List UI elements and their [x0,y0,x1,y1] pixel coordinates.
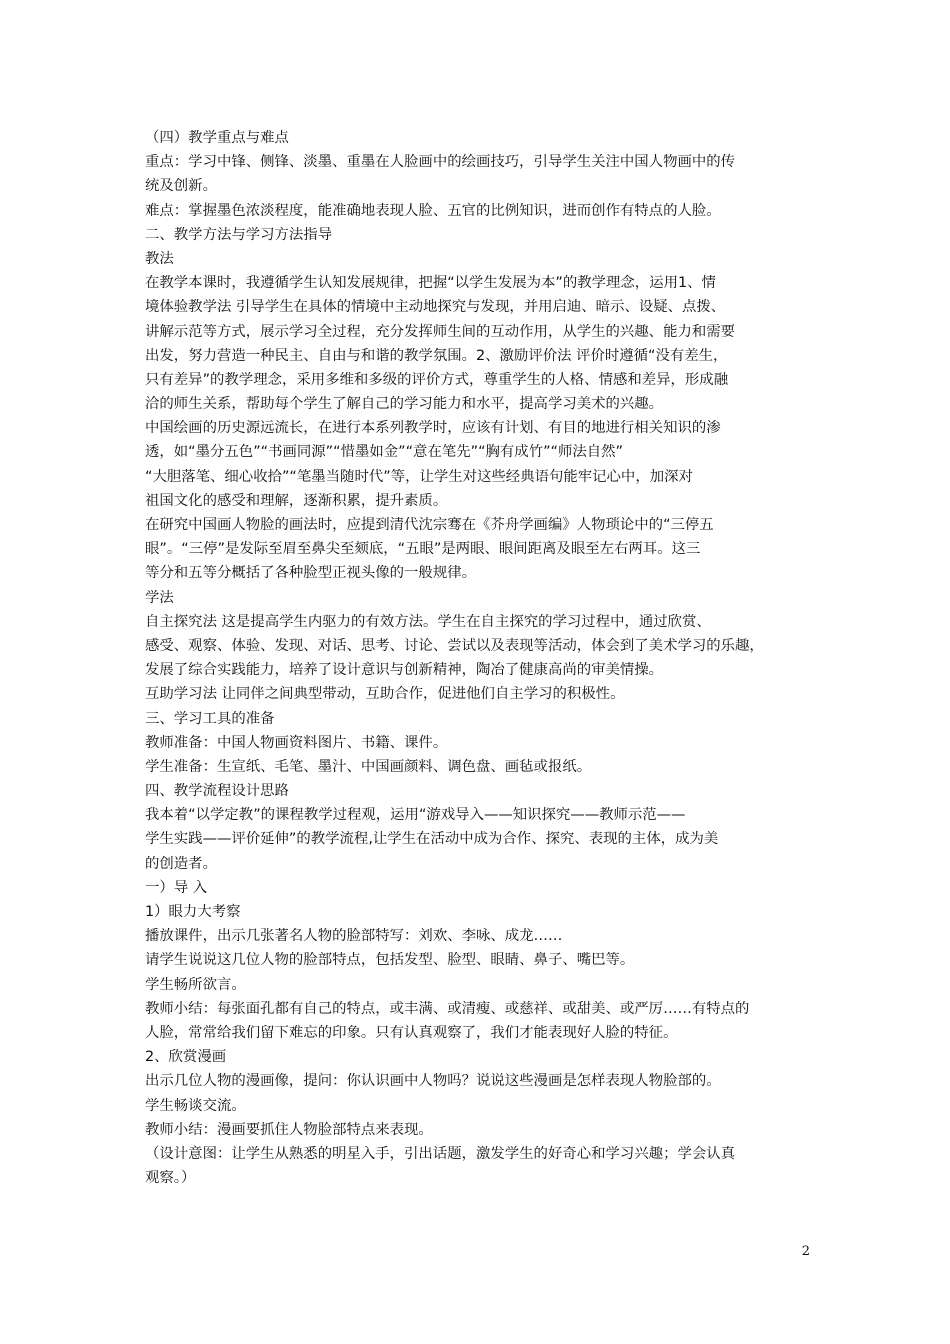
text-line: 2、欣赏漫画 [145,1049,227,1066]
text-line: 出发，努力营造一种民主、自由与和谐的教学氛围。2、激励评价法 评价时遵循“没有差生， [145,347,728,364]
text-line: 祖国文化的感受和理解，逐渐积累，提升素质。 [145,492,448,509]
text-line: 眼”。“三停”是发际至眉至鼻尖至颏底，“五眼”是两眼、眼间距离及眼至左右两耳。这三 [145,541,701,558]
text-line: 1）眼力大考察 [145,904,241,920]
text-line: 二、教学方法与学习方法指导 [145,226,333,243]
text-line: 出示几位人物的漫画像，提问：你认识画中人物吗？说说这些漫画是怎样表现人物脸部的。 [145,1073,721,1090]
text-line: 教师准备：中国人物画资料图片、书籍、课件。 [145,734,448,751]
text-line: 自主探究法 这是提高学生内驱力的有效方法。学生在自主探究的学习过程中，通过欣赏、 [145,613,711,630]
text-line: 发展了综合实践能力，培养了设计意识与创新精神，陶冶了健康高尚的审美情操。 [145,662,664,679]
text-line: 中国绘画的历史源远流长，在进行本系列教学时，应该有计划、有目的地进行相关知识的渗 [145,420,721,437]
text-line: 境体验教学法 引导学生在具体的情境中主动地探究与发现，并用启迪、暗示、设疑、点拨、 [145,299,726,316]
text-line: 教法 [145,250,174,267]
text-line: 只有差异”的教学理念，采用多维和多级的评价方式，尊重学生的人格、情感和差异，形成融 [145,371,729,388]
text-line: （四）教学重点与难点 [145,130,289,146]
text-line: 四、教学流程设计思路 [145,783,289,800]
text-line: 我本着“以学定教”的课程教学过程观，运用“游戏导入——知识探究——教师示范—— [145,807,686,824]
text-line: 教师小结：漫画要抓住人物脸部特点来表现。 [145,1121,433,1138]
text-line: 学生准备：生宣纸、毛笔、墨汁、中国画颜料、调色盘、画毡或报纸。 [145,758,592,775]
text-line: 学生畅所欲言。 [145,976,246,993]
text-line: 播放课件，出示几张著名人物的脸部特写：刘欢、李咏、成龙…… [145,928,563,945]
document-body [145,126,813,1190]
text-line: “大胆落笔、细心收拾”“笔墨当随时代”等，让学生对这些经典语句能牢记心中，加深对 [145,468,693,485]
text-line: 洽的师生关系，帮助每个学生了解自己的学习能力和水平，提高学习美术的兴趣。 [145,396,664,413]
text-line: 讲解示范等方式，展示学习全过程，充分发挥师生间的互动作用，从学生的兴趣、能力和需要 [145,323,736,340]
text-line: 请学生说说这几位人物的脸部特点，包括发型、脸型、眼睛、鼻子、嘴巴等。 [145,952,635,969]
text-line: 等分和五等分概括了各种脸型正视头像的一般规律。 [145,565,476,582]
text-line: 统及创新。 [145,178,217,195]
text-line: 在研究中国画人物脸的画法时，应提到清代沈宗骞在《芥舟学画编》人物琐论中的“三停五 [145,517,714,533]
text-line: 学生实践——评价延伸”的教学流程,让学生在活动中成为合作、探究、表现的主体，成为美 [145,831,719,848]
text-line: 难点：掌握墨色浓淡程度，能准确地表现人脸、五官的比例知识，进而创作有特点的人脸。 [145,202,721,219]
text-line: 一）导 入 [145,879,208,896]
text-line: 教师小结：每张面孔都有自己的特点，或丰满、或清瘦、或慈祥、或甜美、或严厉……有特点的 [145,1000,750,1017]
page-number: 2 [801,1244,810,1259]
text-line: 重点：学习中锋、侧锋、淡墨、重墨在人脸画中的绘画技巧，引导学生关注中国人物画中的传 [145,154,736,171]
text-line: 在教学本课时，我遵循学生认知发展规律，把握“以学生发展为本”的教学理念，运用1、情 [145,275,716,292]
text-line: 互助学习法 让同伴之间典型带动，互助合作，促进他们自主学习的积极性。 [145,686,625,703]
text-line: 透，如“墨分五色”“书画同源”“惜墨如金”“意在笔先”“胸有成竹”“师法自然” [145,444,624,461]
text-line: （设计意图：让学生从熟悉的明星入手，引出话题，激发学生的好奇心和学习兴趣；学会认真 [145,1145,736,1162]
text-line: 学法 [145,589,174,606]
text-line: 感受、观察、体验、发现、对话、思考、讨论、尝试以及表现等活动，体会到了美术学习的乐趣， [145,637,764,654]
text-line: 人脸，常常给我们留下难忘的印象。只有认真观察了，我们才能表现好人脸的特征。 [145,1024,678,1041]
text-line: 观察。） [145,1170,196,1187]
text-line: 学生畅谈交流。 [145,1097,246,1114]
text-line: 的创造者。 [145,855,217,872]
text-line: 三、学习工具的准备 [145,710,275,727]
